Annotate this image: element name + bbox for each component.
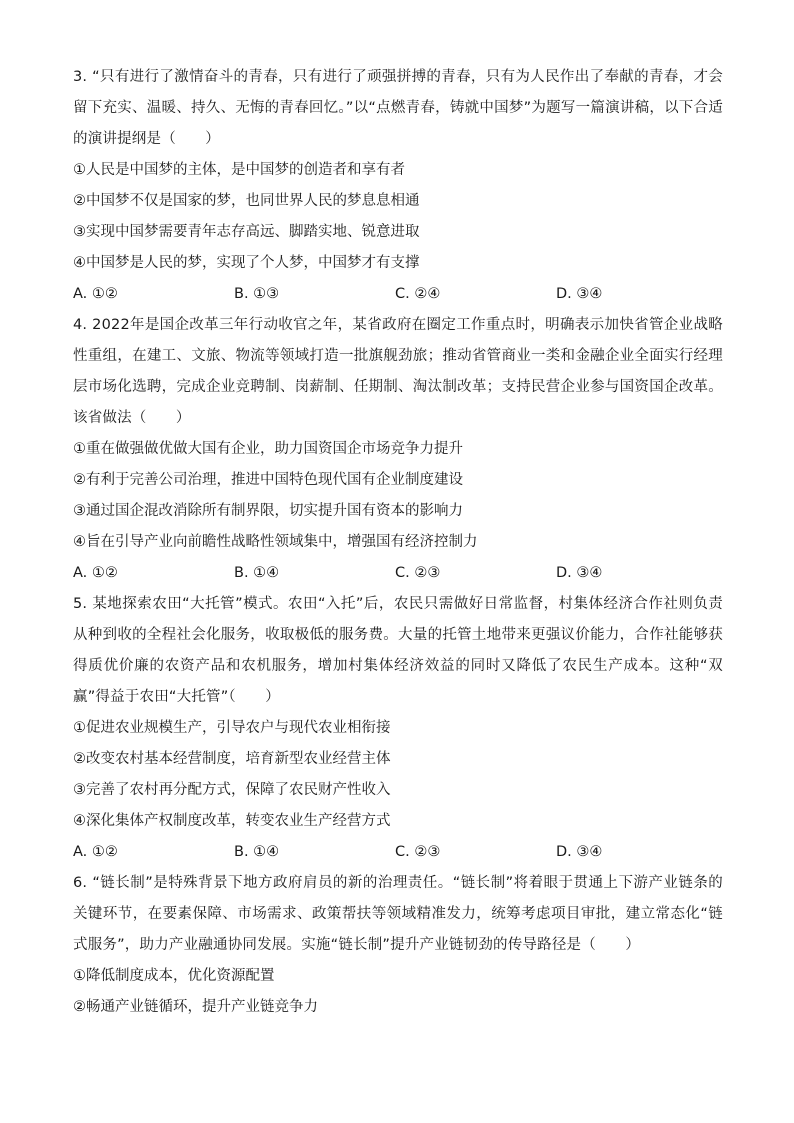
choice-b: B. ①④ bbox=[234, 844, 280, 860]
choice-d: D. ③④ bbox=[556, 565, 603, 581]
option-item: ①促进农业规模生产，引导农户与现代农业相衔接 bbox=[73, 720, 391, 736]
choice-a: A. ①② bbox=[73, 286, 118, 302]
option-item: ①降低制度成本，优化资源配置 bbox=[73, 968, 275, 984]
option-item: ②改变农村基本经营制度，培育新型农业经营主体 bbox=[73, 751, 391, 767]
option-item: ①重在做强做优做大国有企业，助力国资国企市场竞争力提升 bbox=[73, 441, 463, 457]
choice-d: D. ③④ bbox=[556, 844, 603, 860]
option-item: ②有利于完善公司治理，推进中国特色现代国有企业制度建设 bbox=[73, 472, 463, 488]
choice-a: A. ①② bbox=[73, 565, 118, 581]
choice-a: A. ①② bbox=[73, 844, 118, 860]
option-item: ④中国梦是人民的梦，实现了个人梦，中国梦才有支撑 bbox=[73, 255, 420, 271]
choice-d: D. ③④ bbox=[556, 286, 603, 302]
option-item: ①人民是中国梦的主体，是中国梦的创造者和享有者 bbox=[73, 162, 405, 178]
question-stem: 4. 2022年是国企改革三年行动收官之年，某省政府在圈定工作重点时，明确表示加快省管企业战略性重组，在建工、文旅、物流等领域打造一批旗舰劲旅；推动省管商业一类和金融企业全面实行经理层市场化选聘，完成企业竞聘制、岗薪制、任期制、淘汰制改革；支持民营企业参与国资国企改革。该省做法（ ） bbox=[73, 317, 723, 426]
option-item: ④旨在引导产业向前瞻性战略性领域集中，增强国有经济控制力 bbox=[73, 534, 478, 550]
choice-c: C. ②④ bbox=[395, 286, 441, 302]
choice-c: C. ②③ bbox=[395, 565, 441, 581]
answer-choices bbox=[73, 558, 723, 589]
option-item: ④深化集体产权制度改革，转变农业生产经营方式 bbox=[73, 813, 391, 829]
answer-choices bbox=[73, 837, 723, 868]
question-6 bbox=[73, 868, 723, 1023]
question-stem: 3. “只有进行了激情奋斗的青春，只有进行了顽强拼搏的青春，只有为人民作出了奉献的青春，才会留下充实、温暖、持久、无悔的青春回忆。”以“点燃青春，铸就中国梦”为题写一篇演讲稿，以下合适的演讲提纲是（ ） bbox=[73, 69, 723, 147]
question-5 bbox=[73, 589, 723, 868]
choice-b: B. ①④ bbox=[234, 565, 280, 581]
choice-c: C. ②③ bbox=[395, 844, 441, 860]
choice-b: B. ①③ bbox=[234, 286, 280, 302]
option-item: ②中国梦不仅是国家的梦，也同世界人民的梦息息相通 bbox=[73, 193, 420, 209]
question-4 bbox=[73, 310, 723, 589]
question-stem: 5. 某地探索农田“大托管”模式。农田“入托”后，农民只需做好日常监督，村集体经济合作社则负责从种到收的全程社会化服务，收取极低的服务费。大量的托管土地带来更强议价能力，合作社能够获得质优价廉的农资产品和农机服务，增加村集体经济效益的同时又降低了农民生产成本。这种“双赢”得益于农田“大托管”（ ） bbox=[73, 596, 723, 705]
option-item: ③完善了农村再分配方式，保障了农民财产性收入 bbox=[73, 782, 391, 798]
answer-choices bbox=[73, 279, 723, 310]
question-stem: 6. “链长制”是特殊背景下地方政府肩员的新的治理责任。“链长制”将着眼于贯通上下游产业链条的关键环节，在要素保障、市场需求、政策帮扶等领域精准发力，统筹考虑项目审批，建立常态化“链式服务”，助力产业融通协同发展。实施“链长制”提升产业链韧劲的传导路径是（ ） bbox=[73, 875, 723, 953]
question-3 bbox=[73, 62, 723, 310]
option-item: ③实现中国梦需要青年志存高远、脚踏实地、锐意进取 bbox=[73, 224, 420, 240]
option-item: ②畅通产业链循环，提升产业链竞争力 bbox=[73, 999, 318, 1015]
document-page bbox=[73, 62, 723, 1023]
option-item: ③通过国企混改消除所有制界限，切实提升国有资本的影响力 bbox=[73, 503, 463, 519]
